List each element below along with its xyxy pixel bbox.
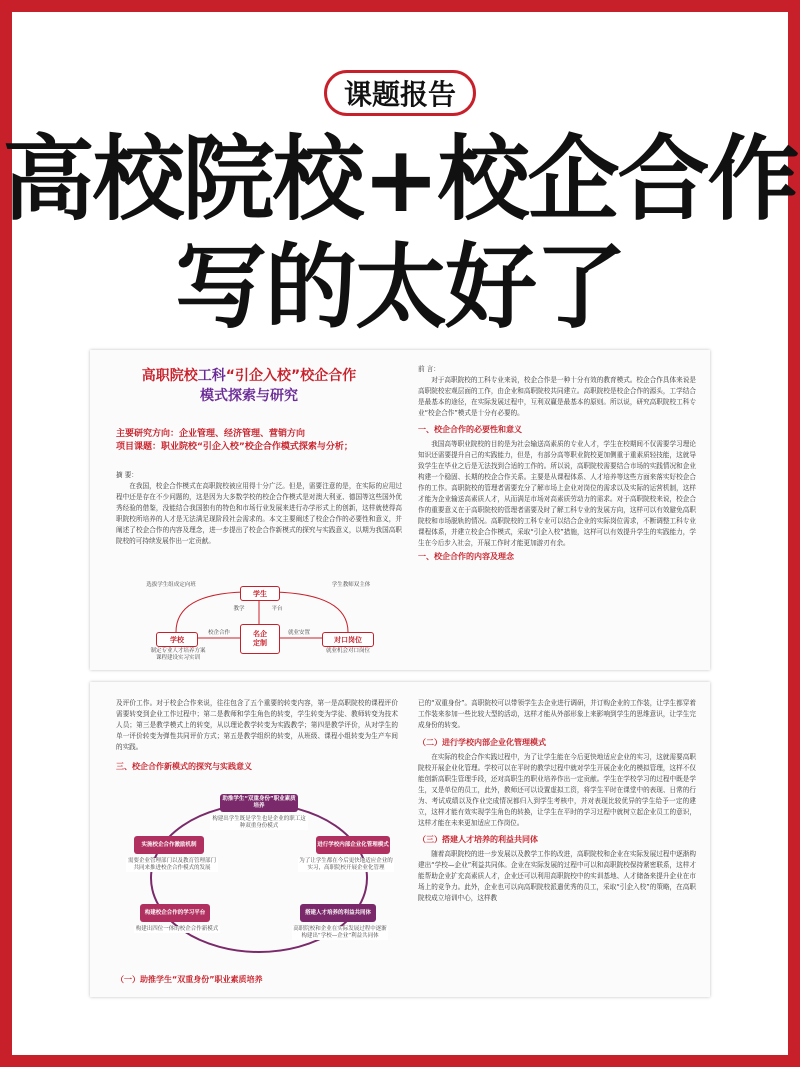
sub3-text: 随着高职院校的进一步发展以及教学工作的改进，高职院校和企业在实际发展过程中逐渐构建出“学校—企业”利益共同体。企业在实际发展的过程中可以和高职院校保持紧密联系，这样才能帮助企业扩充高素质人才，企业还可以利用高职院校中的实训基地、人才储备来提升企业在市场上的竞争力。此外，企业也可以向高职院校派遣优秀的员工，采取“引企入校”的策略，在高职院校成立培训中心，这样教 <box>418 850 696 902</box>
sub1-title: （一）助推学生“双重身份”职业素质培养 <box>116 975 263 984</box>
diagram-note-top-right: 学生教师双主体 <box>331 582 371 588</box>
cycle-step1-desc: 构建出学生既是学生也是企业的职工这种双重身份模式 <box>210 816 308 830</box>
cycle-step5-title: 实施校企合作激励机制 <box>134 836 204 854</box>
right-intro-text: 已的“双重身份”。高职院校可以带领学生去企业进行调研，并订购企业的工作装，让学生都穿着工作装来参加一些比较大型的活动，这样才能从外部形象上来影响到学生的思维意识，让学生完成身份的转变。 <box>418 699 696 729</box>
diagram-employment: 就业安置 <box>287 630 310 636</box>
diagram-note-bottom-right: 就业机会对口岗位 <box>325 648 370 654</box>
diagram-teaching: 教学 <box>233 606 245 612</box>
cycle-step2-desc: 为了让学生都在今后更快地适应企业的实习，高职院校开展企业化管理 <box>299 858 393 871</box>
preface-text: 对于高职院校的工科专业来说，校企合作是一种十分有效的教育模式。校企合作具体来说是高职院校宏观层面的工作，由企业和高职院校共同建立。高职院校是校企合作的源头，工学结合是最基本的途径，在实际发展过程中，互利双赢是最基本的原则。所以说，研究高职院校工科专业“校企合作”模式是十分有必要的。 <box>418 376 696 417</box>
diagram-school: 学校 <box>156 632 198 647</box>
section3-title: 三、校企合作新模式的探究与实践意义 <box>116 762 252 771</box>
section1-title: 一、校企合作的必要性和意义 <box>418 425 522 434</box>
diagram-center-b: 定制 <box>253 639 267 647</box>
title-part-a: 高职院校 <box>141 368 198 384</box>
left-intro-text: 及评价工作。对于校企合作来说，往往包含了五个重要的转变内容，第一是高职院校的课程评价需要转变到企业工作过程中；第二是教师和学生角色的转变，学生转变为学徒、教师转变为技术人员；第三是教学模式上的转变，从以理论教学转变为实践教学；第四是教学评价，从对学生的单一评价转变为弹性共同评价方式；第五是教学组织的转变，从班级、课程小组转变为生产车间的实践。 <box>116 699 398 751</box>
paper-title <box>104 366 394 406</box>
section1-text: 我国高等职业院校的目的是为社会输送高素质的专业人才，学生在校期间不仅需要学习理论知识还需要提升自己的实践能力，但是，有部分高等职业院校更加侧重于重素质轻技能，这就导致学生在毕业之后是无法找到合适的工作的。所以说，高职院校需要结合市场的实践情况和企业构建一个稳固、长期的校企合作关系。主要是从课程体系、人才培养等这些方面来落实好校企合作的工作。高职院校的管理者需要充分了解市场上企业对岗位的需求以及实际的运营机制，这样才能为企业输送高素质人才，从而满足市场对高素质劳动力的需求。对于高职院校来说，校企合作的重要意义在于高职院校的管理者需要及时了解工科专业的发展方向，这样可以有效避免高职院校和市场脱轨的情况。高职院校的工科专业可以结合企业的实际岗位需求，不断调整工科专业课程体系，并建立校企合作模式，采取“引企入校”措施，这样可以有效提升学生的实践能力，学生在今后步入社会，开展工作时才能更加游刃有余。 <box>418 440 696 547</box>
preface-label: 前 言： <box>418 365 440 373</box>
cycle-step5-desc: 需要企业管理部门以及教育管理部门共同来推进校企合作模式的发展 <box>127 858 216 871</box>
cycle-step4-desc: 构建出四位一体的校企合作新模式 <box>135 926 219 932</box>
cycle-step2-title: 进行学校内部企业化管理模式 <box>316 836 390 854</box>
category-badge: 课题报告 <box>324 70 476 116</box>
cycle-step3-title: 搭建人才培养的利益共同体 <box>300 904 376 922</box>
cycle-step4-title: 构建校企合作的学习平台 <box>140 904 210 922</box>
diagram-platform: 平台 <box>271 606 283 612</box>
title-part-b: 工科 <box>197 368 226 384</box>
headline-line1: 高校院校+校企合作 <box>2 126 798 233</box>
diagram-note-bottom-left: 制定专业人才培养方案课程建设实习实训 <box>150 648 206 661</box>
document-page-1 <box>90 350 710 670</box>
diagram-note-top-left: 选拔学生组成定向班 <box>146 582 196 588</box>
abstract-label: 摘 要： <box>116 471 138 479</box>
cycle-diagram <box>120 792 398 968</box>
project-topic: 项目课题：职业院校“引企入校”校企合作模式探索与分析； <box>116 442 353 452</box>
diagram-student: 学生 <box>240 586 280 601</box>
diagram-center <box>240 624 280 654</box>
sub3-title: （三）搭建人才培养的利益共同体 <box>418 835 538 844</box>
title-part-c: “引企入校”校企合作 <box>225 368 357 384</box>
headline-line2: 写的太好了 <box>174 234 625 341</box>
diagram-docking: 对口岗位 <box>322 632 374 647</box>
section2-title-partial: 一、校企合作的内容及理念 <box>418 552 514 561</box>
diagram-school-enterprise: 校企合作 <box>207 630 230 636</box>
cooperation-diagram <box>116 582 402 666</box>
diagram-center-a: 名企 <box>253 630 267 638</box>
cycle-step3-desc: 高职院校和企业在实际发展过程中逐渐构建出“学校—企业”利益共同体 <box>293 926 387 939</box>
cycle-step1-title: 助推学生“双重身份”职业素质培养 <box>220 794 298 812</box>
sub2-title: （二）进行学校内部企业化管理模式 <box>418 738 546 747</box>
abstract-text: 在我国，校企合作模式在高职院校被应用得十分广泛。但是，需要注意的是，在实际的应用过程中还是存在不少问题的，这是因为大多数学校的校企合作模式是对澳大利亚、德国等这些国外优秀经验的借鉴，没能结合我国独有的特色和市场行业发展来进行办学形式上的创新，这样就使得高职院校所培养的人才是无法满足现阶段社会需求的。本文主要阐述了校企合作的必要性和意义，并阐述了校企合作的内容及理念，进一步提出了校企合作新模式的探究与实践意义，以期为我国高职院校的可持续发展作出一定贡献。 <box>116 482 402 545</box>
sub2-text: 在实际的校企合作实践过程中，为了让学生能在今后更快地适应企业的实习，这就需要高职院校开展企业化管理。学校可以在平时的教学过程中就对学生开展企业化的模拟管理，这样不仅能创新高职生管理手段，还对高职生的职业培养作出一定贡献。学生在学校学习的过程中既是学生，又是单位的员工，此外，教师还可以设置虚拟工资，将学生平时在课堂中的表现、日常的行为、考试成绩以及作业完成情况都归入到学生考核中，并对表现比较优异的学生给予一定的建立，这样才能有效实现学生角色的转换，让学生在平时的学习过程中就树立起企业员工的意识，这样才能在未来更加适应工作岗位。 <box>418 753 696 827</box>
document-page-2 <box>90 682 710 997</box>
research-direction: 主要研究方向：企业管理、经济管理、营销方向 <box>116 429 306 439</box>
title-line2: 模式探索与研究 <box>200 388 298 404</box>
